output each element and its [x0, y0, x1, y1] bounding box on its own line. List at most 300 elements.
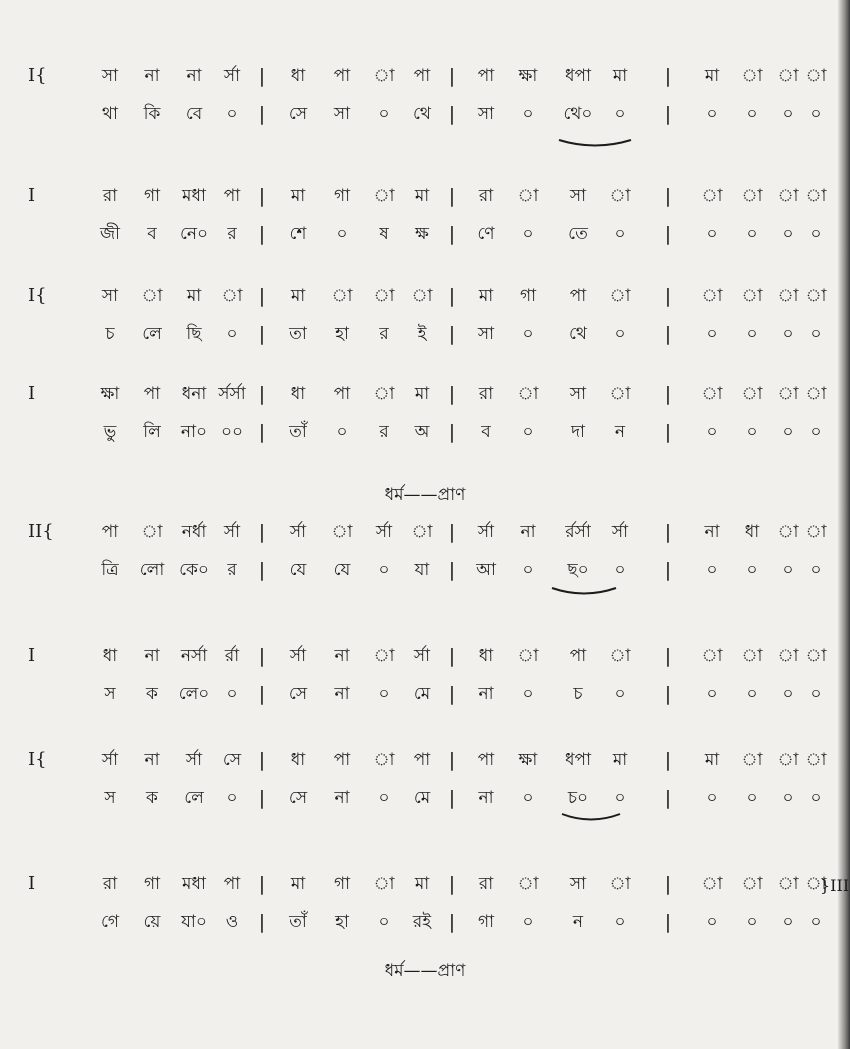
swara-note: া	[331, 522, 353, 542]
swara-note: ধা	[290, 384, 306, 404]
bar-line: |	[664, 559, 672, 581]
bar-line: |	[258, 285, 266, 307]
line-marker: I{	[28, 749, 47, 770]
swara-note: র্রা	[224, 646, 240, 666]
swara-note: া	[517, 646, 539, 666]
lyric-syllable: যে	[333, 560, 351, 580]
lyric-syllable: ০	[706, 560, 718, 580]
bar-line: |	[664, 683, 672, 705]
lyric-syllable: ০	[706, 324, 718, 344]
lyric-syllable: তে	[568, 224, 588, 244]
lyric-syllable: তা	[289, 324, 307, 344]
swara-note: না	[520, 522, 536, 542]
end-marker: }III	[820, 876, 850, 895]
bar-line: |	[448, 911, 456, 933]
lyric-syllable: ০	[746, 104, 758, 124]
swara-note: মা	[290, 286, 306, 306]
lyric-syllable: ০	[614, 224, 626, 244]
lyric-syllable: ০	[522, 788, 534, 808]
swara-note: গা	[519, 286, 537, 306]
swara-note: ধপা	[565, 750, 591, 770]
lyric-syllable: ০	[746, 788, 758, 808]
swara-note: া	[777, 66, 799, 86]
swara-note: া	[805, 66, 827, 86]
lyric-syllable: মে	[413, 684, 431, 704]
lyric-syllable: ০	[782, 912, 794, 932]
bar-line: |	[664, 911, 672, 933]
bar-line: |	[258, 749, 266, 771]
lyric-syllable: থে০	[563, 104, 593, 124]
lyric-syllable: ০	[614, 324, 626, 344]
bar-line: |	[448, 873, 456, 895]
swara-note: া	[777, 750, 799, 770]
lyric-syllable: ০	[226, 324, 238, 344]
lyric-syllable: লে	[142, 324, 162, 344]
swara-note: া	[609, 646, 631, 666]
lyric-syllable: স	[104, 788, 116, 808]
swara-note: া	[609, 874, 631, 894]
lyric-syllable: ই	[417, 324, 427, 344]
lyric-syllable: নে০	[179, 224, 209, 244]
lyric-syllable: না	[334, 684, 350, 704]
bar-line: |	[664, 65, 672, 87]
lyric-syllable: ০	[810, 422, 822, 442]
closing-heading: ধর্ম——প্রাণ	[384, 961, 466, 981]
swara-line	[0, 380, 840, 408]
swara-note: সা	[101, 286, 119, 306]
lyric-syllable: জী	[99, 224, 121, 244]
swara-note: সা	[101, 66, 119, 86]
lyric-syllable: চ০	[567, 788, 589, 808]
swara-note: মা	[414, 384, 430, 404]
bar-line: |	[448, 223, 456, 245]
bar-line: |	[448, 383, 456, 405]
lyric-syllable: ০	[810, 912, 822, 932]
lyric-line	[0, 680, 840, 708]
swara-note: নর্ধা	[181, 522, 207, 542]
swara-note: ধপা	[565, 66, 591, 86]
swara-note: া	[373, 750, 395, 770]
lyric-syllable: সে	[288, 104, 308, 124]
swara-note: ধা	[744, 522, 760, 542]
lyric-syllable: ০	[746, 422, 758, 442]
lyric-syllable: ০	[810, 788, 822, 808]
swara-note: া	[741, 66, 763, 86]
swara-note: া	[141, 522, 163, 542]
swara-line	[0, 62, 840, 90]
swara-note: রা	[102, 874, 118, 894]
lyric-syllable: ০	[614, 788, 626, 808]
lyric-syllable: ০	[336, 224, 348, 244]
bar-line: |	[448, 65, 456, 87]
lyric-syllable: ০	[810, 324, 822, 344]
swara-note: মা	[704, 66, 720, 86]
swara-note: া	[777, 286, 799, 306]
swara-note: পা	[143, 384, 161, 404]
swara-note: পা	[223, 874, 241, 894]
lyric-syllable: ০	[522, 104, 534, 124]
swara-note: া	[805, 750, 827, 770]
lyric-syllable: ০	[782, 422, 794, 442]
swara-note: না	[144, 646, 160, 666]
lyric-syllable: না০	[180, 422, 208, 442]
swara-note: না	[186, 66, 202, 86]
lyric-syllable: ণে	[477, 224, 495, 244]
swara-note: া	[777, 384, 799, 404]
lyric-syllable: ০	[522, 684, 534, 704]
swara-note: া	[609, 186, 631, 206]
lyric-syllable: ছি	[186, 324, 202, 344]
lyric-syllable: সে	[288, 788, 308, 808]
swara-note: র্সা	[611, 522, 629, 542]
lyric-syllable: ও	[225, 912, 239, 932]
swara-note: রা	[102, 186, 118, 206]
bar-line: |	[258, 223, 266, 245]
swara-note: ক্ষা	[100, 384, 120, 404]
lyric-syllable: যে	[289, 560, 307, 580]
lyric-syllable: ০	[336, 422, 348, 442]
lyric-syllable: যা০	[181, 912, 207, 932]
bar-line: |	[258, 911, 266, 933]
bar-line: |	[664, 873, 672, 895]
swara-note: া	[221, 286, 243, 306]
lyric-line	[0, 320, 840, 348]
swara-line	[0, 282, 840, 310]
line-marker: I{	[28, 285, 47, 306]
slur-arc	[555, 137, 635, 151]
swara-note: মা	[290, 186, 306, 206]
swara-note: া	[411, 286, 433, 306]
lyric-syllable: হা	[335, 912, 349, 932]
swara-note: গা	[143, 874, 161, 894]
bar-line: |	[258, 683, 266, 705]
swara-note: র্সা	[101, 750, 119, 770]
lyric-syllable: র	[227, 224, 237, 244]
lyric-syllable: গা	[477, 912, 495, 932]
swara-note: পা	[101, 522, 119, 542]
bar-line: |	[258, 787, 266, 809]
swara-note: া	[373, 646, 395, 666]
swara-note: া	[777, 874, 799, 894]
lyric-syllable: ০	[746, 324, 758, 344]
swara-note: া	[741, 874, 763, 894]
swara-note: ধা	[290, 750, 306, 770]
swara-note: মা	[414, 186, 430, 206]
lyric-line	[0, 220, 840, 248]
swara-note: মধা	[182, 186, 206, 206]
swara-note: মা	[478, 286, 494, 306]
lyric-syllable: মে	[413, 788, 431, 808]
swara-note: া	[701, 874, 723, 894]
lyric-syllable: ০	[522, 422, 534, 442]
lyric-syllable: ০	[782, 104, 794, 124]
lyric-line	[0, 418, 840, 446]
lyric-syllable: ০	[810, 560, 822, 580]
line-marker: II{	[28, 521, 54, 542]
bar-line: |	[664, 383, 672, 405]
lyric-syllable: য়ে	[143, 912, 161, 932]
bar-line: |	[664, 223, 672, 245]
bar-line: |	[258, 323, 266, 345]
bar-line: |	[258, 521, 266, 543]
swara-note: া	[741, 750, 763, 770]
bar-line: |	[258, 383, 266, 405]
lyric-syllable: ০	[706, 684, 718, 704]
swara-note: গা	[143, 186, 161, 206]
swara-note: া	[701, 384, 723, 404]
lyric-syllable: ০	[226, 104, 238, 124]
swara-note: পা	[413, 750, 431, 770]
swara-note: র্সা	[185, 750, 203, 770]
lyric-syllable: ক্ষ	[415, 224, 429, 244]
lyric-syllable: ০	[746, 560, 758, 580]
lyric-syllable: ০	[746, 684, 758, 704]
bar-line: |	[448, 521, 456, 543]
swara-note: মা	[414, 874, 430, 894]
lyric-syllable: ০	[614, 684, 626, 704]
lyric-syllable: ন	[572, 912, 584, 932]
bar-line: |	[448, 285, 456, 307]
lyric-syllable: দা	[571, 422, 585, 442]
lyric-syllable: সা	[477, 104, 495, 124]
lyric-syllable: ০	[810, 684, 822, 704]
line-marker: I	[28, 185, 36, 206]
swara-note: া	[331, 286, 353, 306]
bar-line: |	[664, 749, 672, 771]
lyric-syllable: ০	[810, 224, 822, 244]
lyric-syllable: বে	[185, 104, 203, 124]
lyric-syllable: না	[478, 788, 494, 808]
bar-line: |	[664, 323, 672, 345]
lyric-syllable: ০	[378, 560, 390, 580]
bar-line: |	[258, 421, 266, 443]
line-marker: I	[28, 873, 36, 894]
lyric-syllable: লি	[143, 422, 161, 442]
swara-note: া	[777, 646, 799, 666]
swara-note: া	[373, 186, 395, 206]
lyric-line	[0, 100, 840, 128]
swara-note: পা	[477, 750, 495, 770]
lyric-syllable: রই	[412, 912, 432, 932]
lyric-syllable: সা	[333, 104, 351, 124]
swara-note: পা	[333, 384, 351, 404]
swara-note: মা	[612, 750, 628, 770]
lyric-syllable: ০	[810, 104, 822, 124]
lyric-syllable: ০	[746, 912, 758, 932]
swara-note: া	[741, 286, 763, 306]
lyric-syllable: ত্রি	[101, 560, 119, 580]
swara-line	[0, 182, 840, 210]
bar-line: |	[448, 421, 456, 443]
swara-note: পা	[569, 646, 587, 666]
swara-note: না	[334, 646, 350, 666]
lyric-syllable: ছ০	[567, 560, 589, 580]
swara-note: া	[805, 384, 827, 404]
lyric-line	[0, 556, 840, 584]
swara-note: পা	[569, 286, 587, 306]
swara-note: ধা	[478, 646, 494, 666]
swara-note: মা	[290, 874, 306, 894]
swara-line	[0, 746, 840, 774]
lyric-syllable: লো	[139, 560, 165, 580]
lyric-syllable: ০	[706, 912, 718, 932]
lyric-syllable: থে	[413, 104, 431, 124]
lyric-syllable: ক	[146, 788, 158, 808]
swara-note: ধনা	[181, 384, 207, 404]
swara-note: সা	[569, 874, 587, 894]
swara-note: সা	[569, 384, 587, 404]
lyric-syllable: র	[379, 324, 389, 344]
line-marker: I	[28, 383, 36, 404]
swara-note: া	[373, 384, 395, 404]
swara-line	[0, 518, 840, 546]
bar-line: |	[448, 185, 456, 207]
swara-note: া	[701, 646, 723, 666]
bar-line: |	[448, 103, 456, 125]
swara-note: পা	[333, 66, 351, 86]
swara-note: া	[609, 384, 631, 404]
bar-line: |	[448, 787, 456, 809]
swara-note: া	[805, 874, 827, 894]
swara-note: া	[805, 186, 827, 206]
swara-note: মধা	[182, 874, 206, 894]
bar-line: |	[258, 873, 266, 895]
lyric-syllable: ব	[481, 422, 491, 442]
lyric-syllable: যা	[414, 560, 430, 580]
lyric-syllable: ০	[782, 324, 794, 344]
lyric-syllable: ০	[782, 560, 794, 580]
swara-note: া	[741, 384, 763, 404]
lyric-syllable: কি	[143, 104, 161, 124]
swara-note: া	[517, 384, 539, 404]
swara-note: র্সর্সা	[218, 384, 246, 404]
lyric-syllable: ০	[522, 912, 534, 932]
swara-note: পা	[477, 66, 495, 86]
swara-line	[0, 870, 840, 898]
lyric-syllable: লে০	[178, 684, 210, 704]
bar-line: |	[258, 559, 266, 581]
lyric-syllable: সে	[288, 684, 308, 704]
lyric-syllable: ভু	[103, 422, 117, 442]
swara-note: া	[741, 186, 763, 206]
swara-line	[0, 642, 840, 670]
swara-note: মা	[704, 750, 720, 770]
swara-note: া	[701, 286, 723, 306]
swara-note: া	[373, 874, 395, 894]
line-marker: I{	[28, 65, 47, 86]
bar-line: |	[448, 559, 456, 581]
swara-note: রা	[478, 384, 494, 404]
swara-note: ক্ষা	[518, 66, 538, 86]
bar-line: |	[664, 521, 672, 543]
lyric-syllable: র	[227, 560, 237, 580]
swara-note: া	[777, 522, 799, 542]
lyric-syllable: ০	[782, 224, 794, 244]
lyric-syllable: ০	[378, 684, 390, 704]
swara-note: র্সা	[223, 66, 241, 86]
section-heading: ধর্ম——প্রাণ	[384, 485, 466, 505]
lyric-syllable: ০	[226, 788, 238, 808]
swara-note: সা	[569, 186, 587, 206]
swara-note: র্রর্সা	[565, 522, 591, 542]
lyric-syllable: হা	[335, 324, 349, 344]
bar-line: |	[664, 185, 672, 207]
lyric-syllable: ০	[706, 104, 718, 124]
bar-line: |	[448, 683, 456, 705]
swara-note: া	[805, 522, 827, 542]
lyric-syllable: ০	[614, 912, 626, 932]
swara-note: মা	[186, 286, 202, 306]
lyric-syllable: চ	[573, 684, 583, 704]
lyric-syllable: ০	[614, 104, 626, 124]
swara-note: পা	[333, 750, 351, 770]
swara-note: র্সা	[223, 522, 241, 542]
swara-note: া	[373, 66, 395, 86]
lyric-syllable: থে	[569, 324, 587, 344]
swara-note: রা	[478, 874, 494, 894]
lyric-syllable: ষ	[379, 224, 389, 244]
swara-note: র্সা	[413, 646, 431, 666]
swara-note: মা	[612, 66, 628, 86]
swara-note: পা	[413, 66, 431, 86]
lyric-syllable: ০০	[220, 422, 244, 442]
lyric-syllable: ০	[706, 224, 718, 244]
bar-line: |	[448, 645, 456, 667]
lyric-syllable: র	[379, 422, 389, 442]
bar-line: |	[258, 645, 266, 667]
lyric-syllable: ০	[782, 684, 794, 704]
bar-line: |	[448, 749, 456, 771]
swara-note: নর্সা	[180, 646, 208, 666]
lyric-syllable: ০	[378, 788, 390, 808]
swara-note: া	[411, 522, 433, 542]
lyric-syllable: থা	[102, 104, 118, 124]
lyric-syllable: চ	[105, 324, 115, 344]
swara-note: ধা	[290, 66, 306, 86]
lyric-line	[0, 908, 840, 936]
swara-note: সে	[222, 750, 242, 770]
lyric-syllable: ০	[614, 560, 626, 580]
lyric-syllable: অ	[414, 422, 430, 442]
bar-line: |	[664, 103, 672, 125]
lyric-syllable: ০	[522, 324, 534, 344]
swara-note: া	[805, 286, 827, 306]
slur-arc	[558, 811, 624, 825]
lyric-syllable: ০	[706, 422, 718, 442]
swara-note: া	[517, 186, 539, 206]
lyric-syllable: তাঁ	[289, 422, 307, 442]
lyric-syllable: আ	[476, 560, 496, 580]
line-marker: I	[28, 645, 36, 666]
swara-note: া	[701, 186, 723, 206]
slur-arc	[548, 585, 620, 599]
lyric-syllable: ০	[522, 560, 534, 580]
lyric-syllable: লে	[184, 788, 204, 808]
lyric-syllable: ০	[782, 788, 794, 808]
swara-note: পা	[223, 186, 241, 206]
lyric-syllable: গে	[100, 912, 120, 932]
swara-note: গা	[333, 186, 351, 206]
swara-note: না	[144, 750, 160, 770]
lyric-syllable: ব	[147, 224, 157, 244]
swara-note: না	[144, 66, 160, 86]
swara-note: র্সা	[477, 522, 495, 542]
bar-line: |	[664, 787, 672, 809]
swara-note: না	[704, 522, 720, 542]
bar-line: |	[258, 65, 266, 87]
swara-note: র্সা	[289, 522, 307, 542]
lyric-syllable: তাঁ	[289, 912, 307, 932]
